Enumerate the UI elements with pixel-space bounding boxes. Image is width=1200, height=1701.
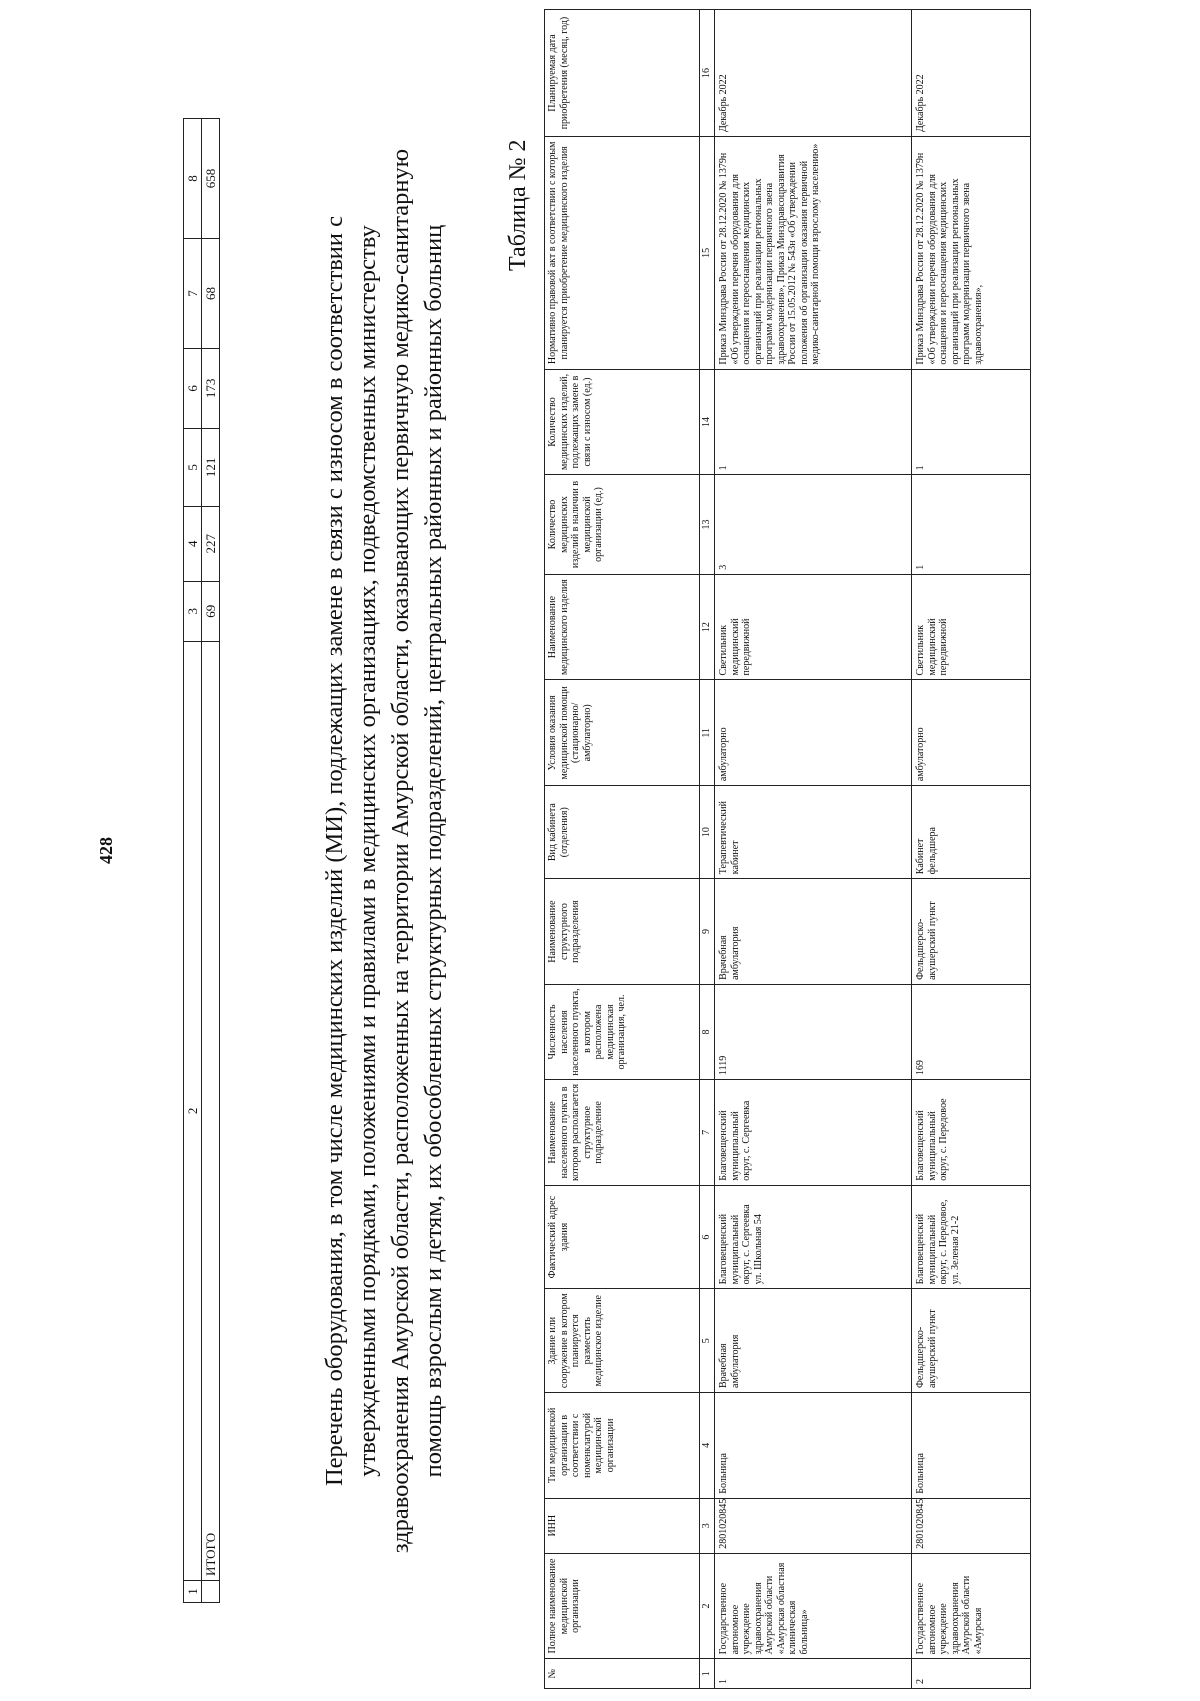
document-heading: Перечень оборудования, в том числе медицинских изделий (МИ), подлежащих замене в связи с износом в соответствии с утвержденными порядками, положениями и правилами в медицинских организациях, подведомственных министерству здравоохранения Амурской области, расположенных на территории Амурской области, оказывающих первичную медико-санитарную помощь взрослым и детям, их обособленных структурных подразделений, центральных районных и районных больниц (321, 148, 447, 1554)
cell-population: 1119 (715, 984, 912, 1079)
cell-date: Декабрь 2022 (912, 10, 1031, 137)
cell-device: Светильник медицинский передвижной (912, 574, 1031, 680)
column-header: Количество медицинских изделий в наличии в медицинской организации (ед.) (545, 475, 700, 574)
column-number: 8 (700, 984, 715, 1079)
column-number: 5 (700, 1289, 715, 1393)
cell-inn: 2801020845 (912, 1498, 1031, 1553)
summary-header-cell: 7 (184, 238, 202, 348)
summary-table (183, 118, 220, 1603)
column-header: Вид кабинета (отделения) (545, 786, 700, 879)
summary-header-cell: 6 (184, 348, 202, 428)
cell-unit: Фельдшерско-акушерский пункт (912, 879, 1031, 985)
column-number: 13 (700, 475, 715, 574)
column-number: 7 (700, 1080, 715, 1186)
summary-header-cell: 3 (184, 581, 202, 641)
cell-locality: Благовещенский муниципальный округ, с. Сергеевка (715, 1080, 912, 1186)
equipment-table (544, 9, 1031, 1689)
cell-building: Врачебная амбулатория (715, 1289, 912, 1393)
column-header: Полное наименование медицинской организации (545, 1553, 700, 1659)
page-number: 428 (96, 837, 116, 864)
cell-qty-available: 3 (715, 475, 912, 574)
summary-total-label: ИТОГО (202, 641, 220, 1580)
table-caption: Таблица № 2 (505, 139, 531, 271)
cell-population: 169 (912, 984, 1031, 1079)
table-header-row (545, 10, 700, 1689)
column-number: 14 (700, 369, 715, 475)
column-number: 6 (700, 1185, 715, 1289)
column-number-row (700, 10, 715, 1689)
summary-empty-cell (202, 1581, 220, 1603)
cell-number: 1 (715, 1659, 912, 1689)
table-row (912, 10, 1031, 1689)
cell-conditions: амбулаторно (715, 680, 912, 786)
cell-conditions: амбулаторно (912, 680, 1031, 786)
column-header: Планируемая дата приобретения (месяц, год) (545, 10, 700, 137)
cell-device: Светильник медицинский передвижной (715, 574, 912, 680)
column-header: Количество медицинских изделий, подлежащих замене в связи с износом (ед.) (545, 369, 700, 475)
cell-legal-act: Приказ Минздрава России от 28.12.2020 № 1379н «Об утверждении перечня оборудования для оснащения и переоснащения медицинских организаций при реализации региональных программ модернизации первичного звена здравоохранения», (912, 137, 1031, 370)
summary-total-cell: 227 (202, 506, 220, 581)
summary-header-cell: 2 (184, 641, 202, 1580)
column-number: 10 (700, 786, 715, 879)
cell-unit: Врачебная амбулатория (715, 879, 912, 985)
column-header: Тип медицинской организации в соответствии с номенклатурой медицинской организации (545, 1393, 700, 1499)
column-number: 3 (700, 1498, 715, 1553)
column-header: Наименование населенного пункта в котором располагается структурное подразделение (545, 1080, 700, 1186)
column-header: Условия оказания медицинской помощи (стационарно/ амбулаторно) (545, 680, 700, 786)
table-row (715, 10, 912, 1689)
cell-address: Благовещенский муниципальный округ, с. Сергеевка ул. Школьная 54 (715, 1185, 912, 1289)
column-number: 4 (700, 1393, 715, 1499)
summary-header-cell: 5 (184, 428, 202, 506)
cell-building: Фельдшерско-акушерский пункт (912, 1289, 1031, 1393)
cell-locality: Благовещенский муниципальный округ, с. Передовое (912, 1080, 1031, 1186)
column-header: Нормативно правовой акт в соответствии с которым планируется приобретение медицинского изделия (545, 137, 700, 370)
column-number: 1 (700, 1659, 715, 1689)
cell-number: 2 (912, 1659, 1031, 1689)
cell-cabinet: Терапевтический кабинет (715, 786, 912, 879)
column-header: Наименование медицинского изделия (545, 574, 700, 680)
column-number: 2 (700, 1553, 715, 1659)
cell-org-type: Больница (715, 1393, 912, 1499)
cell-qty-available: 1 (912, 475, 1031, 574)
cell-organization: Государственное автономное учреждение здравоохранения Амурской области «Амурская областная клиническая больница» (715, 1553, 912, 1659)
cell-qty-replace: 1 (912, 369, 1031, 475)
column-number: 12 (700, 574, 715, 680)
cell-date: Декабрь 2022 (715, 10, 912, 137)
column-header: № (545, 1659, 700, 1689)
cell-org-type: Больница (912, 1393, 1031, 1499)
cell-qty-replace: 1 (715, 369, 912, 475)
column-number: 11 (700, 680, 715, 786)
column-header: Наименование структурного подразделения (545, 879, 700, 985)
column-number: 16 (700, 10, 715, 137)
column-header: Численность населения населенного пункта, в котором расположена медицинская организация, чел. (545, 984, 700, 1079)
summary-header-cell: 1 (184, 1581, 202, 1603)
column-header: Фактический адрес здания (545, 1185, 700, 1289)
cell-cabinet: Кабинет фельдшера (912, 786, 1031, 879)
summary-total-row (202, 119, 220, 1603)
summary-total-cell: 173 (202, 348, 220, 428)
summary-total-cell: 69 (202, 581, 220, 641)
cell-legal-act: Приказ Минздрава России от 28.12.2020 № 1379н «Об утверждении перечня оборудования для оснащения и переоснащения медицинских организаций при реализации региональных программ модернизации первичного звена здравоохранения», Приказ Минздравсоцразвития России от 15.05.2012 № 543н «Об утверждении положения об организации оказания первичной медико-санитарной помощи взрослому населению» (715, 137, 912, 370)
column-number: 15 (700, 137, 715, 370)
summary-header-row (184, 119, 202, 1603)
summary-total-cell: 658 (202, 119, 220, 239)
summary-total-cell: 68 (202, 238, 220, 348)
summary-total-cell: 121 (202, 428, 220, 506)
column-header: ИНН (545, 1498, 700, 1553)
cell-organization: Государственное автономное учреждение здравоохранения Амурской области «Амурская (912, 1553, 1031, 1659)
column-header: Здание или сооружение в котором планируется разместить медицинское изделие (545, 1289, 700, 1393)
summary-header-cell: 4 (184, 506, 202, 581)
cell-address: Благовещенский муниципальный округ, с. Передовое, ул. Зеленая 21-2 (912, 1185, 1031, 1289)
summary-header-cell: 8 (184, 119, 202, 239)
cell-inn: 2801020845 (715, 1498, 912, 1553)
column-number: 9 (700, 879, 715, 985)
